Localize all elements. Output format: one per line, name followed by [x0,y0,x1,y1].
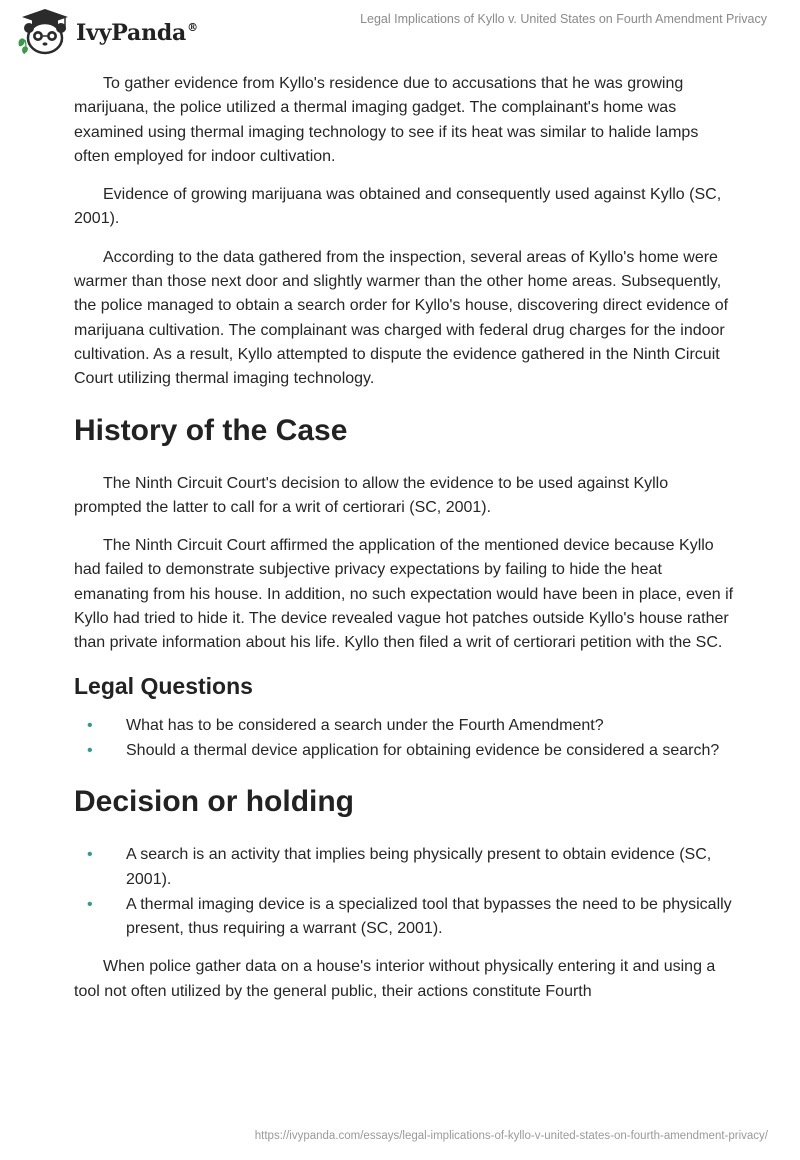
legal-questions-list [74,714,734,764]
bullet-icon: • [87,846,93,864]
list-item: • Should a thermal device application for obtaining evidence be considered a search? [74,739,734,763]
bullet-icon: • [87,741,93,759]
article-body [74,72,734,1018]
ivypanda-logo[interactable] [14,6,198,58]
list-item: • A search is an activity that implies being physically present to obtain evidence (SC, 2001). [74,843,734,892]
bullet-icon: • [87,716,93,734]
brand-name: IvyPanda® [76,20,198,46]
list-item: • A thermal imaging device is a specialized tool that bypasses the need to be physically present, thus requiring a warrant (SC, 2001). [74,893,734,942]
heading-history: History of the Case [74,413,348,447]
heading-decision: Decision or holding [74,785,355,819]
page-header [0,0,800,70]
heading-legal-questions: Legal Questions [74,672,253,699]
paragraph: Evidence of growing marijuana was obtained and consequently used against Kyllo (SC, 2001). [74,186,722,228]
list-item: • What has to be considered a search under the Fourth Amendment? [74,714,734,738]
paragraph: To gather evidence from Kyllo's residence due to accusations that he was growing marijuana, the police utilized a thermal imaging gadget. The complainant's home was examined using thermal imaging technology to see if its heat was similar to halide lamps often employed for indoor cultivation. [74,75,699,165]
paragraph: The Ninth Circuit Court's decision to allow the evidence to be used against Kyllo prompted the latter to call for a writ of certiorari (SC, 2001). [74,474,669,516]
bullet-icon: • [87,895,93,913]
decision-list [74,843,734,941]
paragraph: According to the data gathered from the inspection, several areas of Kyllo's home were warmer than those next door and slightly warmer than the other home areas. Subsequently, the police managed to obtain a search order for Kyllo's house, discovering direct evidence of marijuana cultivation. The complainant was charged with federal drug charges for the indoor cultivation. As a result, Kyllo attempted to dispute the evidence gathered in the Ninth Circuit Court utilizing thermal imaging technology. [74,248,729,388]
paragraph: The Ninth Circuit Court affirmed the application of the mentioned device because Kyllo had failed to demonstrate subjective privacy expectations by failing to hide the heat emanating from his house. In addition, no such expectation would have been in place, even if Kyllo had tried to hide it. The device revealed vague hot patches outside Kyllo's house rather than private information about his life. Kyllo then filed a writ of certiorari petition with the SC. [74,537,734,652]
running-title: Legal Implications of Kyllo v. United States on Fourth Amendment Privacy [360,12,767,26]
panda-logo-icon [14,6,74,58]
source-url[interactable]: https://ivypanda.com/essays/legal-implications-of-kyllo-v-united-states-on-fourth-amendment-privacy/ [254,1130,768,1142]
paragraph: When police gather data on a house's interior without physically entering it and using a tool not often utilized by the general public, their actions constitute Fourth [74,958,716,1000]
